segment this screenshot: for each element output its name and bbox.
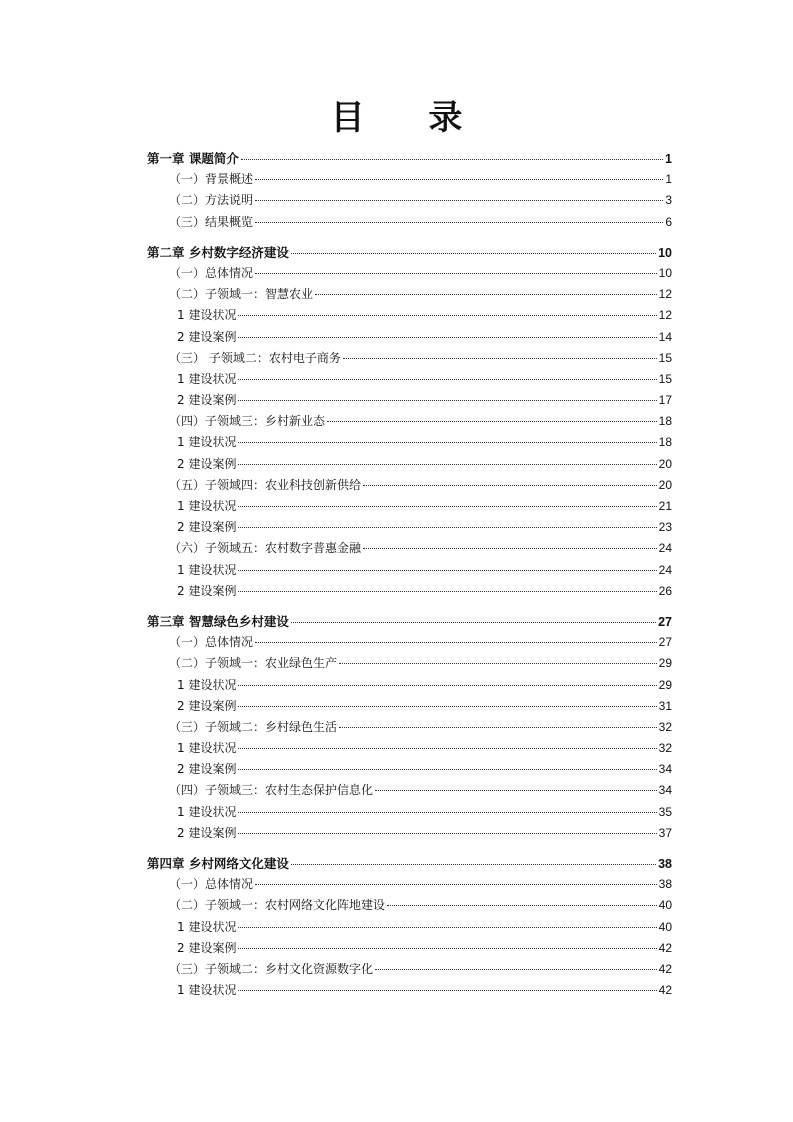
dot-leader: [238, 527, 656, 528]
toc-subsection-entry[interactable]: [147, 802, 672, 823]
toc-subsection-entry[interactable]: [147, 432, 672, 453]
toc-entry-label: 2 建设案例: [177, 329, 237, 344]
toc-page-number: 17: [658, 393, 672, 408]
dot-leader: [255, 222, 663, 223]
toc-chapter-entry[interactable]: [147, 242, 672, 263]
toc-section-entry[interactable]: [147, 411, 672, 432]
toc-entry-label: 1 建设状况: [177, 804, 237, 819]
toc-section-entry[interactable]: [147, 538, 672, 559]
toc-page-number: 10: [658, 265, 672, 280]
toc-subsection-entry[interactable]: [147, 369, 672, 390]
toc-page-number: 42: [658, 940, 672, 955]
dot-leader: [363, 548, 657, 549]
table-of-contents: [147, 148, 672, 1001]
toc-entry-label: 2 建设案例: [177, 825, 237, 840]
dot-leader: [339, 663, 657, 664]
toc-page-number: 15: [658, 371, 672, 386]
toc-page-number: 29: [658, 656, 672, 671]
toc-subsection-entry[interactable]: [147, 517, 672, 538]
dot-leader: [255, 200, 663, 201]
toc-page-number: 31: [658, 698, 672, 713]
toc-section-entry[interactable]: [147, 190, 672, 211]
toc-section-entry[interactable]: [147, 348, 672, 369]
dot-leader: [291, 864, 656, 865]
dot-leader: [238, 948, 656, 949]
dot-leader: [291, 253, 656, 254]
dot-leader: [363, 485, 657, 486]
toc-section-entry[interactable]: [147, 653, 672, 674]
dot-leader: [255, 642, 657, 643]
dot-leader: [238, 591, 656, 592]
toc-section-entry[interactable]: [147, 895, 672, 916]
toc-page-number: 1: [665, 172, 672, 187]
toc-entry-label: （二）方法说明: [169, 193, 254, 208]
toc-chapter-entry[interactable]: [147, 611, 672, 632]
toc-entry-label: 1 建设状况: [177, 919, 237, 934]
dot-leader: [339, 727, 657, 728]
toc-page-number: 12: [658, 287, 672, 302]
dot-leader: [238, 400, 656, 401]
toc-page-number: 24: [658, 562, 672, 577]
toc-page-number: 14: [658, 329, 672, 344]
toc-entry-label: 第一章 课题简介: [147, 151, 239, 166]
dot-leader: [255, 273, 657, 274]
toc-page-number: 34: [658, 762, 672, 777]
toc-section-entry[interactable]: [147, 169, 672, 190]
toc-entry-label: （二）子领域一：农业绿色生产: [169, 656, 338, 671]
toc-page-number: 18: [658, 414, 672, 429]
dot-leader: [255, 884, 657, 885]
toc-subsection-entry[interactable]: [147, 454, 672, 475]
toc-subsection-entry[interactable]: [147, 560, 672, 581]
dot-leader: [241, 159, 663, 160]
dot-leader: [238, 379, 656, 380]
toc-entry-label: 2 建设案例: [177, 698, 237, 713]
toc-entry-label: （五）子领域四：农业科技创新供给: [169, 477, 362, 492]
toc-subsection-entry[interactable]: [147, 696, 672, 717]
toc-entry-label: （一）总体情况: [169, 877, 254, 892]
toc-chapter-entry[interactable]: [147, 853, 672, 874]
dot-leader: [315, 294, 657, 295]
dot-leader: [238, 315, 656, 316]
toc-entry-label: 2 建设案例: [177, 520, 237, 535]
toc-entry-label: 1 建设状况: [177, 371, 237, 386]
dot-leader: [238, 464, 656, 465]
toc-entry-label: （三）子领域二：乡村文化资源数字化: [169, 961, 374, 976]
toc-page-number: 32: [658, 719, 672, 734]
dot-leader: [238, 570, 656, 571]
toc-page-number: 26: [658, 583, 672, 598]
toc-section-entry[interactable]: [147, 874, 672, 895]
dot-leader: [375, 969, 657, 970]
dot-leader: [238, 337, 656, 338]
dot-leader: [238, 706, 656, 707]
toc-section-entry[interactable]: [147, 632, 672, 653]
toc-section-entry[interactable]: [147, 284, 672, 305]
toc-section-entry[interactable]: [147, 475, 672, 496]
dot-leader: [255, 179, 663, 180]
toc-entry-label: 1 建设状况: [177, 983, 237, 998]
toc-entry-label: （三）结果概览: [169, 214, 254, 229]
toc-page-number: 38: [658, 857, 672, 871]
toc-subsection-entry[interactable]: [147, 823, 672, 844]
toc-subsection-entry[interactable]: [147, 675, 672, 696]
toc-page-number: 37: [658, 825, 672, 840]
dot-leader: [327, 421, 657, 422]
dot-leader: [238, 506, 656, 507]
toc-subsection-entry[interactable]: [147, 390, 672, 411]
toc-entry-label: 1 建设状况: [177, 435, 237, 450]
toc-section-entry[interactable]: [147, 717, 672, 738]
toc-page-number: 10: [658, 245, 672, 260]
toc-page-number: 29: [658, 677, 672, 692]
dot-leader: [238, 769, 656, 770]
toc-entry-label: （一）总体情况: [169, 635, 254, 650]
toc-entry-label: 2 建设案例: [177, 393, 237, 408]
toc-entry-label: （四）子领域三：农村生态保护信息化: [169, 783, 374, 798]
toc-page-number: 6: [665, 214, 672, 229]
dot-leader: [238, 833, 656, 834]
toc-entry-label: 2 建设案例: [177, 940, 237, 955]
toc-subsection-entry[interactable]: [147, 738, 672, 759]
toc-entry-label: （四）子领域三：乡村新业态: [169, 414, 326, 429]
toc-page-number: 23: [658, 520, 672, 535]
toc-page-number: 27: [658, 635, 672, 650]
dot-leader: [238, 927, 656, 928]
toc-entry-label: 第二章 乡村数字经济建设: [147, 244, 289, 260]
dot-leader: [291, 622, 656, 623]
toc-entry-label: 1 建设状况: [177, 499, 237, 513]
toc-subsection-entry[interactable]: [147, 938, 672, 959]
toc-page-number: 20: [658, 456, 672, 471]
toc-entry-label: 2 建设案例: [177, 583, 237, 598]
toc-section-entry[interactable]: [147, 780, 672, 801]
toc-subsection-entry[interactable]: [147, 496, 672, 517]
toc-page-number: 18: [658, 435, 672, 450]
dot-leader: [375, 790, 657, 791]
toc-entry-label: 第四章 乡村网络文化建设: [147, 856, 289, 871]
toc-entry-label: 第三章 智慧绿色乡村建设: [147, 613, 289, 629]
toc-page-number: 1: [665, 152, 672, 166]
toc-page-number: 12: [658, 308, 672, 323]
toc-entry-label: （三） 子领域二：农村电子商务: [169, 350, 341, 365]
toc-entry-label: 1 建设状况: [177, 562, 237, 577]
toc-entry-label: （二）子领域一：智慧农业: [169, 287, 314, 302]
toc-entry-label: （六）子领域五：农村数字普惠金融: [169, 541, 362, 556]
toc-page-number: 34: [658, 783, 672, 798]
toc-subsection-entry[interactable]: [147, 917, 672, 938]
dot-leader: [238, 748, 656, 749]
toc-entry-label: （一）总体情况: [169, 265, 254, 280]
toc-entry-label: （二）子领域一：农村网络文化阵地建设: [169, 898, 386, 913]
toc-section-entry[interactable]: [147, 263, 672, 284]
toc-entry-label: （一）背景概述: [169, 172, 254, 187]
dot-leader: [238, 812, 656, 813]
toc-subsection-entry[interactable]: [147, 980, 672, 1001]
toc-subsection-entry[interactable]: [147, 327, 672, 348]
dot-leader: [387, 905, 657, 906]
toc-entry-label: 2 建设案例: [177, 762, 237, 777]
toc-page-number: 15: [658, 350, 672, 365]
dot-leader: [238, 685, 656, 686]
toc-page-number: 20: [658, 477, 672, 492]
toc-page-number: 35: [658, 804, 672, 819]
toc-title: 目 录: [330, 98, 489, 138]
toc-page-number: 40: [658, 898, 672, 913]
toc-page-number: 38: [658, 877, 672, 892]
toc-page-number: 24: [658, 541, 672, 556]
toc-page-number: 42: [658, 983, 672, 998]
toc-page-number: 40: [658, 919, 672, 934]
toc-chapter-entry[interactable]: [147, 148, 672, 169]
toc-section-entry[interactable]: [147, 212, 672, 233]
toc-page-number: 27: [658, 614, 672, 629]
toc-entry-label: （三）子领域二：乡村绿色生活: [169, 719, 338, 734]
toc-subsection-entry[interactable]: [147, 759, 672, 780]
toc-page-number: 21: [658, 499, 672, 513]
toc-page-number: 42: [658, 961, 672, 976]
dot-leader: [343, 358, 657, 359]
dot-leader: [238, 442, 656, 443]
toc-subsection-entry[interactable]: [147, 581, 672, 602]
dot-leader: [238, 990, 656, 991]
toc-entry-label: 1 建设状况: [177, 677, 237, 692]
toc-entry-label: 1 建设状况: [177, 741, 237, 756]
toc-entry-label: 1 建设状况: [177, 308, 237, 323]
toc-entry-label: 2 建设案例: [177, 456, 237, 471]
toc-page-number: 3: [665, 193, 672, 208]
toc-section-entry[interactable]: [147, 959, 672, 980]
toc-subsection-entry[interactable]: [147, 305, 672, 326]
toc-page-number: 32: [658, 741, 672, 756]
